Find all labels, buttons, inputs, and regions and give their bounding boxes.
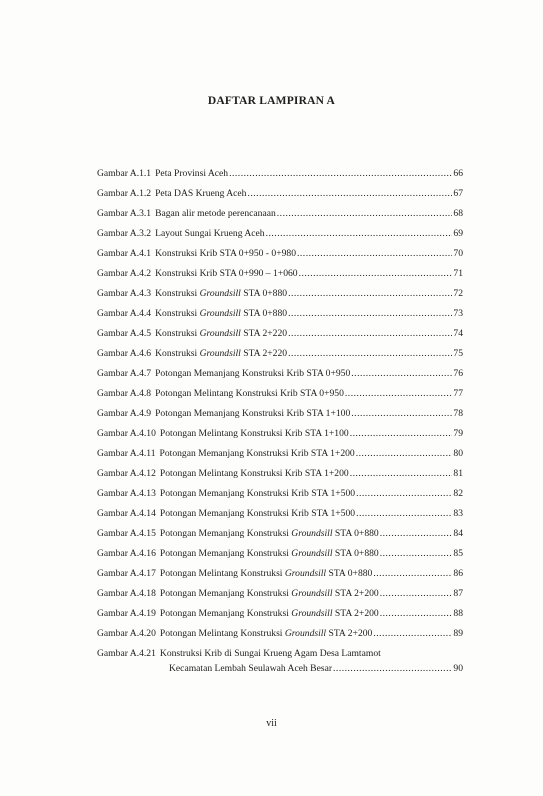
entry-page-number: 69 xyxy=(453,228,463,239)
appendix-list xyxy=(97,168,463,682)
dot-leader xyxy=(380,548,453,560)
dot-leader xyxy=(380,528,453,540)
entry-title xyxy=(155,368,350,380)
entry-number: Gambar A.4.16 xyxy=(97,548,156,559)
entry-title xyxy=(160,608,379,620)
entry-page-number: 76 xyxy=(453,368,463,379)
dot-leader xyxy=(350,428,453,440)
entry-title xyxy=(160,568,372,580)
dot-leader xyxy=(288,288,452,300)
entry-page-number: 73 xyxy=(453,308,463,319)
dot-leader xyxy=(247,188,452,200)
entry-number: Gambar A.4.3 xyxy=(97,288,152,299)
entry-page-number: 71 xyxy=(453,268,463,279)
entry-page-number: 74 xyxy=(453,328,463,339)
dot-leader xyxy=(229,168,452,180)
entry-title-text: Konstruksi Krib STA 0+990 – 1+060 xyxy=(155,268,298,279)
entry-title-text: Peta DAS Krueng Aceh xyxy=(155,188,247,199)
dot-leader xyxy=(350,468,453,480)
toc-entry xyxy=(97,568,463,588)
dot-leader xyxy=(380,588,453,600)
entry-title-text: Potongan Memanjang Konstruksi Krib STA 0+950 xyxy=(155,368,351,379)
entry-page-number: 89 xyxy=(453,628,463,639)
entry-number: Gambar A.4.20 xyxy=(97,628,156,639)
entry-page-number: 81 xyxy=(453,468,463,479)
entry-page-number: 80 xyxy=(453,448,463,459)
entry-number: Gambar A.4.14 xyxy=(97,508,156,519)
entry-page-number: 87 xyxy=(453,588,463,599)
dot-leader xyxy=(288,348,452,360)
entry-number: Gambar A.4.7 xyxy=(97,368,152,379)
dot-leader xyxy=(356,488,452,500)
entry-title xyxy=(160,528,379,540)
toc-entry xyxy=(97,508,463,528)
dot-leader xyxy=(373,568,452,580)
entry-title-suffix: STA 2+220 xyxy=(240,328,288,339)
entry-number: Gambar A.4.19 xyxy=(97,608,156,619)
entry-title xyxy=(160,508,355,520)
entry-page-number: 85 xyxy=(453,548,463,559)
entry-number: Gambar A.4.10 xyxy=(97,428,156,439)
entry-title xyxy=(155,248,296,260)
dot-leader xyxy=(288,308,452,320)
dot-leader xyxy=(297,248,452,260)
entry-title xyxy=(155,228,265,240)
entry-title-text: Potongan Memanjang Konstruksi xyxy=(159,528,292,539)
toc-entry xyxy=(97,488,463,508)
toc-entry xyxy=(97,168,463,188)
entry-number: Gambar A.4.5 xyxy=(97,328,152,339)
entry-number: Gambar A.1.1 xyxy=(97,168,152,179)
dot-leader xyxy=(351,368,452,380)
entry-title-text: Konstruksi xyxy=(155,328,200,339)
entry-number: Gambar A.4.2 xyxy=(97,268,152,279)
entry-page-number: 78 xyxy=(453,408,463,419)
entry-number: Gambar A.3.2 xyxy=(97,228,152,239)
toc-entry xyxy=(97,328,463,348)
entry-title-italic: Groundsill xyxy=(199,348,241,359)
entry-title-suffix: STA 0+880 xyxy=(332,548,379,559)
entry-page-number: 75 xyxy=(453,348,463,359)
entry-title-italic: Groundsill xyxy=(291,608,333,619)
entry-title xyxy=(160,448,355,460)
entry-title xyxy=(155,308,287,320)
page-title: DAFTAR LAMPIRAN A xyxy=(207,95,336,107)
entry-title-italic: Groundsill xyxy=(291,548,333,559)
toc-entry xyxy=(97,308,463,328)
entry-title xyxy=(155,268,298,280)
entry-title-suffix: STA 2+220 xyxy=(240,348,288,359)
toc-entry xyxy=(97,648,463,682)
dot-leader xyxy=(351,408,452,420)
toc-entry xyxy=(97,408,463,428)
entry-title-suffix: STA 2+200 xyxy=(332,608,379,619)
entry-number: Gambar A.3.1 xyxy=(97,208,152,219)
dot-leader xyxy=(333,663,452,675)
dot-leader xyxy=(266,228,453,240)
entry-title-text: Potongan Melintang Konstruksi Krib STA 1+100 xyxy=(159,428,349,439)
toc-entry xyxy=(97,388,463,408)
entry-title-continued: Kecamatan Lembah Seulawah Aceh Besar xyxy=(169,663,333,674)
entry-title xyxy=(155,388,344,400)
toc-entry xyxy=(97,588,463,608)
entry-title-italic: Groundsill xyxy=(284,568,327,579)
entry-page-number: 83 xyxy=(453,508,463,519)
entry-title xyxy=(160,548,379,560)
entry-title-text: Potongan Memanjang Konstruksi xyxy=(159,588,292,599)
entry-title-text: Potongan Memanjang Konstruksi xyxy=(159,548,292,559)
entry-page-number: 72 xyxy=(453,288,463,299)
entry-title xyxy=(160,428,349,440)
entry-number: Gambar A.4.12 xyxy=(97,468,156,479)
entry-number: Gambar A.4.21 xyxy=(97,648,156,659)
entry-title-text: Konstruksi xyxy=(155,288,200,299)
entry-page-number: 79 xyxy=(453,428,463,439)
entry-title-text: Layout Sungai Krueng Aceh xyxy=(155,228,265,239)
entry-number: Gambar A.4.4 xyxy=(97,308,152,319)
entry-number: Gambar A.4.8 xyxy=(97,388,152,399)
entry-number: Gambar A.4.1 xyxy=(97,248,152,259)
entry-title-text: Potongan Melintang Konstruksi xyxy=(159,568,285,579)
entry-title-suffix: STA 0+880 xyxy=(240,288,288,299)
toc-entry xyxy=(97,428,463,448)
entry-page-number: 70 xyxy=(453,248,463,259)
entry-title-text: Potongan Memanjang Konstruksi Krib STA 1+500 xyxy=(159,488,356,499)
entry-title-italic: Groundsill xyxy=(291,528,333,539)
entry-title-text: Potongan Memanjang Konstruksi Krib STA 1+500 xyxy=(159,508,356,519)
entry-title-text: Potongan Melintang Konstruksi Krib STA 0+950 xyxy=(155,388,344,399)
toc-entry xyxy=(97,528,463,548)
toc-entry xyxy=(97,448,463,468)
toc-entry xyxy=(97,208,463,228)
toc-entry xyxy=(97,628,463,648)
entry-title-italic: Groundsill xyxy=(284,628,327,639)
toc-entry xyxy=(97,348,463,368)
entry-title xyxy=(155,328,287,340)
entry-page-number: 82 xyxy=(453,488,463,499)
dot-leader xyxy=(288,328,452,340)
dot-leader xyxy=(356,448,453,460)
entry-title-text: Potongan Melintang Konstruksi Krib STA 1+200 xyxy=(159,468,349,479)
entry-title xyxy=(155,208,276,220)
entry-title-suffix: STA 0+880 xyxy=(326,568,373,579)
toc-entry xyxy=(97,248,463,268)
toc-entry xyxy=(97,468,463,488)
entry-title-suffix: STA 0+880 xyxy=(332,528,379,539)
entry-title-text: Potongan Memanjang Konstruksi Krib STA 1+200 xyxy=(159,448,355,459)
entry-title xyxy=(155,408,350,420)
toc-entry xyxy=(97,268,463,288)
entry-title xyxy=(155,188,246,200)
toc-entry xyxy=(97,368,463,388)
entry-title xyxy=(160,628,372,640)
entry-title xyxy=(155,288,287,300)
dot-leader xyxy=(277,208,453,220)
dot-leader xyxy=(345,388,453,400)
entry-title-text: Konstruksi xyxy=(155,348,200,359)
toc-entry xyxy=(97,608,463,628)
entry-page-number: 66 xyxy=(453,168,463,179)
entry-title-italic: Groundsill xyxy=(199,328,241,339)
entry-number: Gambar A.4.18 xyxy=(97,588,156,599)
entry-title-italic: Groundsill xyxy=(199,308,241,319)
entry-page-number: 88 xyxy=(453,608,463,619)
entry-title-text: Potongan Memanjang Konstruksi xyxy=(159,608,292,619)
entry-number: Gambar A.4.13 xyxy=(97,488,156,499)
entry-title-text: Potongan Melintang Konstruksi xyxy=(159,628,285,639)
entry-title xyxy=(160,488,355,500)
entry-number: Gambar A.4.11 xyxy=(97,448,156,459)
entry-title-text: Potongan Memanjang Konstruksi Krib STA 1+100 xyxy=(155,408,351,419)
entry-number: Gambar A.4.6 xyxy=(97,348,152,359)
dot-leader xyxy=(299,268,453,280)
entry-title xyxy=(160,468,349,480)
toc-entry xyxy=(97,548,463,568)
entry-number: Gambar A.4.17 xyxy=(97,568,156,579)
entry-title-text: Konstruksi xyxy=(155,308,200,319)
entry-number: Gambar A.4.15 xyxy=(97,528,156,539)
entry-title-suffix: STA 2+200 xyxy=(326,628,373,639)
toc-entry xyxy=(97,288,463,308)
entry-page-number: 90 xyxy=(453,663,463,674)
entry-page-number: 68 xyxy=(453,208,463,219)
entry-title-suffix: STA 0+880 xyxy=(240,308,288,319)
toc-entry xyxy=(97,188,463,208)
entry-title xyxy=(155,348,287,360)
entry-page-number: 67 xyxy=(453,188,463,199)
entry-title-italic: Groundsill xyxy=(291,588,333,599)
dot-leader xyxy=(380,608,453,620)
entry-title-italic: Groundsill xyxy=(199,288,241,299)
entry-title-text: Peta Provinsi Aceh xyxy=(155,168,229,179)
entry-title-suffix: STA 2+200 xyxy=(332,588,379,599)
entry-page-number: 77 xyxy=(453,388,463,399)
toc-entry xyxy=(97,228,463,248)
entry-title-text: Konstruksi Krib STA 0+950 - 0+980 xyxy=(155,248,296,259)
entry-title: Konstruksi Krib di Sungai Krueng Agam Desa Lamtamot xyxy=(159,648,381,659)
page-number: vii xyxy=(266,718,277,729)
entry-number: Gambar A.4.9 xyxy=(97,408,152,419)
entry-title xyxy=(155,168,228,180)
entry-title xyxy=(160,588,379,600)
entry-page-number: 84 xyxy=(453,528,463,539)
entry-title-text: Bagan alir metode perencanaan xyxy=(155,208,276,219)
dot-leader xyxy=(356,508,452,520)
dot-leader xyxy=(373,628,452,640)
entry-number: Gambar A.1.2 xyxy=(97,188,152,199)
entry-page-number: 86 xyxy=(453,568,463,579)
